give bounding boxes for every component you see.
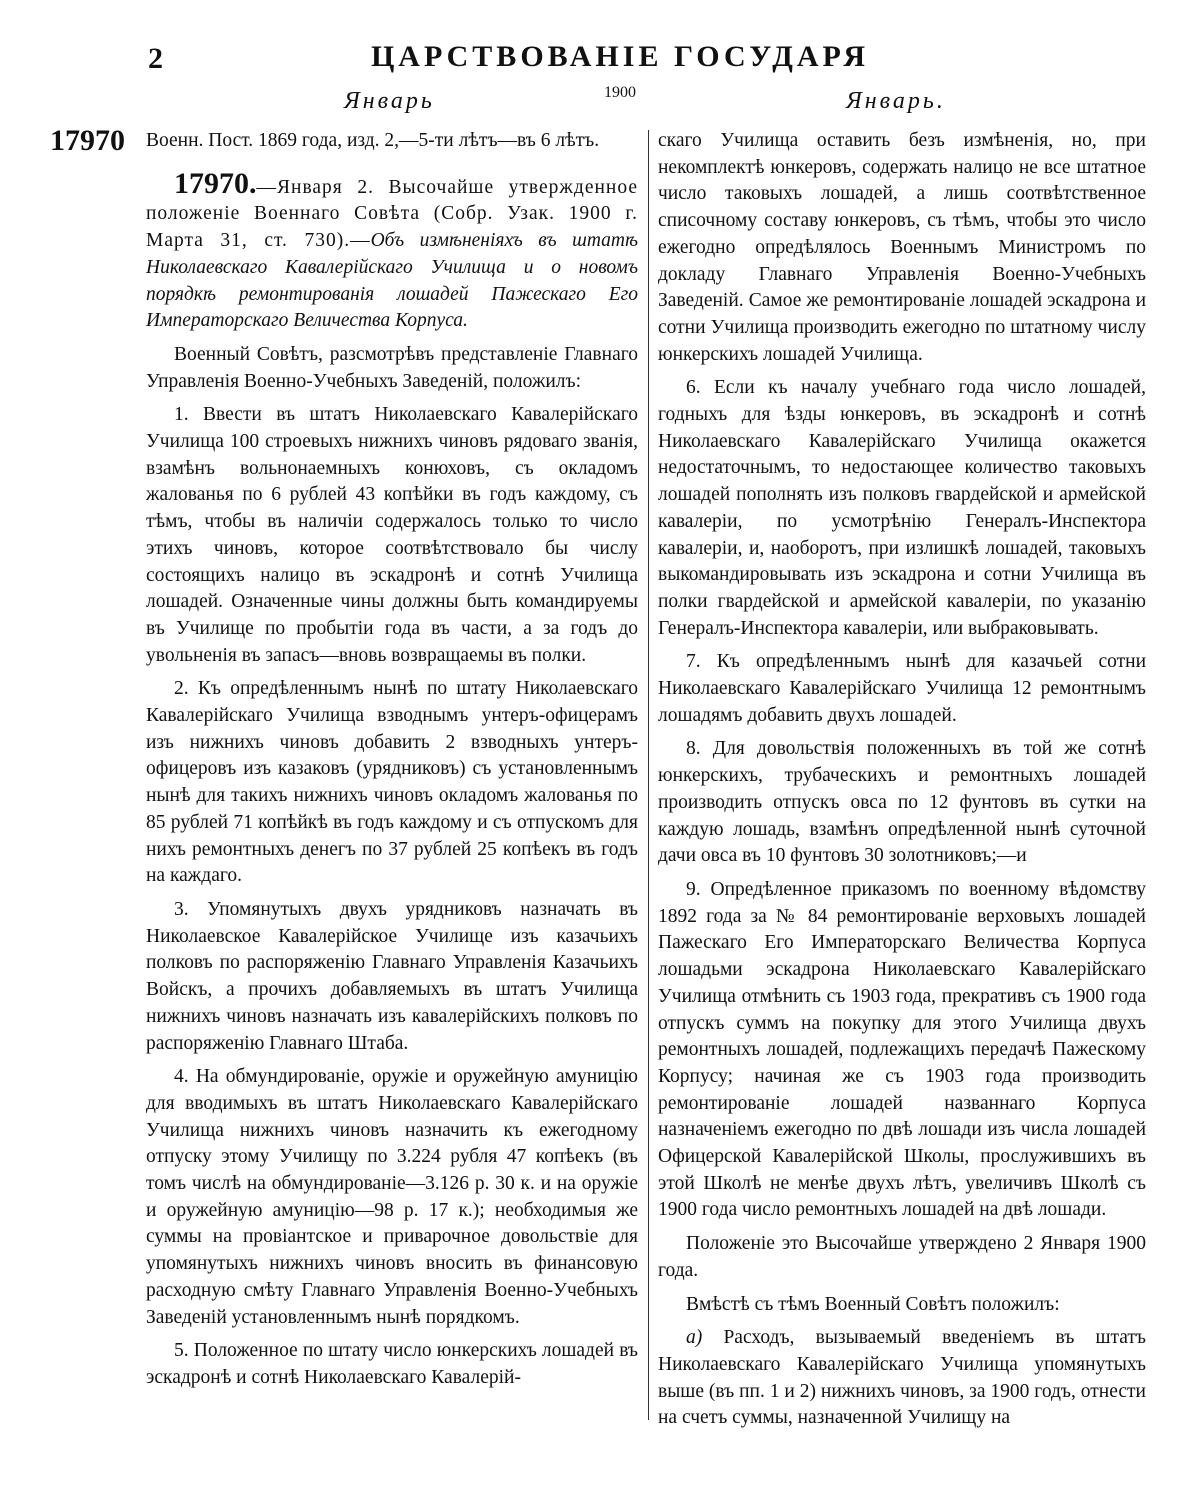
paragraph: Положеніе это Высочайше утверждено 2 Января 1900 года. [658,1233,1146,1281]
right-column [658,128,1146,1439]
paragraph: Военный Совѣтъ, разсмотрѣвъ представленіе Главнаго Управленія Военно-Учебныхъ Заведеній, положилъ: [146,343,638,392]
act-heading-text: —Января 2. Высочайше утвержденное положеніе Военнаго Совѣта (Собр. Узак. 1900 г. Марта 31, ст. 730).— [146,176,638,252]
paragraph: 4. На обмундированіе, оружіе и оружейную амуницію для вводимыхъ въ штатъ Николаевскаго Кавалерійскаго Училища нижнихъ чиновъ назначить къ ежегодному отпуску этому Училищу по 3.224 рубля 47 копѣекъ (въ томъ числѣ на обмундированіе—3.126 р. 30 к. и на оружіе и оружейную амуницію—98 р. 17 к.); необходимыя же суммы на провіантское и приварочное довольствіе для упомянутыхъ нижнихъ чиновъ вносить въ финансовую расходную смѣту Главнаго Управленія Военно-Учебныхъ Заведеній установленнымъ нынѣ порядкомъ. [146,1066,638,1328]
column-divider [648,130,649,1420]
paragraph [658,1325,1146,1432]
running-title: ЦАРСТВОВАНІЕ ГОСУДАРЯ [370,40,870,73]
paragraph: 5. Положенное по штату число юнкерскихъ лошадей въ эскадронѣ и сотнѣ Николаевскаго Кавалерій- [146,1340,638,1388]
act-title: Объ измѣненіяхъ въ штатѣ Николаевскаго Кавалерійскаго Училища и о новомъ порядкѣ ремонтированія лошадей Пажескаго Его Императорскаго Величества Корпуса. [146,230,638,332]
carryover-text: скаго Училища оставить безъ измѣненія, но, при некомплектѣ юнкеровъ, содержать налицо не все штатное число таковыхъ лошадей, а лишь соотвѣтственное списочному составу юнкеровъ, съ тѣмъ, чтобы это число ежегодно опредѣлялось Военнымъ Министромъ по докладу Главнаго Управленія Военно-Учебныхъ Заведеній. Самое же ремонтированіе лошадей эскадрона и сотни Училища производить ежегодно по штатному числу юнкерскихъ лошадей Училища. [658,130,1146,365]
carryover-text: Военн. Пост. 1869 года, изд. 2,—5-ти лѣтъ—въ 6 лѣтъ. [146,130,600,151]
left-column [146,128,638,1399]
year: 1900 [604,84,636,101]
month-right: Январь. [846,88,946,114]
paragraph: 9. Опредѣленное приказомъ по военному вѣдомству 1892 года за № 84 ремонтированіе верховыхъ лошадей Пажескаго Его Императорскаго Величества Корпуса лошадьми эскадрона Николаевскаго Кавалерійскаго Училища отмѣнить съ 1903 года, прекративъ съ 1900 года отпускъ суммъ на покупку для этого Училища двухъ ремонтныхъ лошадей, подлежащихъ передачѣ Пажескому Корпусу; начиная же съ 1903 года производить ремонтированіе лошадей названнаго Корпуса назначеніемъ ежегодно по двѣ лошади изъ числа лошадей Офицерской Кавалерійской Школы, прослужившихъ въ этой Школѣ не менѣе двухъ лѣтъ, увеличивъ Школѣ съ 1900 года число ремонтныхъ лошадей на двѣ лошади. [658,878,1146,1221]
item-text: Расходъ, вызываемый введеніемъ въ штатъ Николаевскаго Кавалерійскаго Училища упомянутыхъ выше (въ пп. 1 и 2) нижнихъ чиновъ, за 1900 годъ, отнести на счетъ суммы, назначенной Училищу на [658,1327,1146,1429]
act-number: 17970. [174,166,257,200]
paragraph: 6. Если къ началу учебнаго года число лошадей, годныхъ для ѣзды юнкеровъ, въ эскадронѣ и сотнѣ Николаевскаго Кавалерійскаго Училища окажется недостаточнымъ, то недостающее количество таковыхъ лошадей пополнять изъ полковъ гвардейской и армейской кавалеріи, по усмотрѣнію Генералъ-Инспектора кавалеріи, и, наоборотъ, при излишкѣ лошадей, таковыхъ выкомандировывать изъ эскадрона и сотни Училища въ полки гвардейской и армейской кавалеріи, по указанію Генералъ-Инспектора кавалеріи, или выбраковывать. [658,377,1146,639]
paragraph: 2. Къ опредѣленнымъ нынѣ по штату Николаевскаго Кавалерійскаго Училища взводнымъ унтеръ-офицерамъ изъ нижнихъ чиновъ добавить 2 взводныхъ унтеръ-офицеровъ изъ казаковъ (урядниковъ) съ установленнымъ нынѣ для такихъ нижнихъ чиновъ окладомъ жалованья по 85 рублей 71 копѣйкѣ въ годъ каждому и съ отпускомъ для нихъ ремонтныхъ денегъ по 37 рублей 25 копѣекъ въ годъ на каждаго. [146,678,638,887]
month-left: Январь [344,88,435,114]
act-heading [146,166,638,335]
paragraph: 8. Для довольствія положенныхъ въ той же сотнѣ юнкерскихъ, трубаческихъ и ремонтныхъ лошадей производить отпускъ овса по 12 фунтовъ въ сутки на каждую лошадь, взамѣнъ опредѣленной нынѣ суточной дачи овса въ 10 фунтовъ 30 золотниковъ;—и [658,738,1146,867]
paragraph: Вмѣстѣ съ тѣмъ Военный Совѣтъ положилъ: [686,1293,1060,1315]
paragraph: 7. Къ опредѣленнымъ нынѣ для казачьей сотни Николаевскаго Кавалерійскаго Училища 12 ремонтнымъ лошадямъ добавить двухъ лошадей. [658,651,1146,726]
margin-act-number: 17970 [50,124,125,157]
item-label: а) [686,1327,703,1349]
paragraph: 1. Ввести въ штатъ Николаевскаго Кавалерійскаго Училища 100 строевыхъ нижнихъ чиновъ рядоваго званія, взамѣнъ вольнонаемныхъ конюховъ, съ окладомъ жалованья по 6 рублей 43 копѣйки въ годъ каждому, съ тѣмъ, чтобы въ наличіи содержалось только то число этихъ чиновъ, которое соотвѣтствовало бы числу состоящихъ налицо въ эскадронѣ и сотнѣ Училища лошадей. Означенные чины должны быть командируемы въ Училище по пробытіи года въ части, а за годъ до увольненія въ запасъ—вновь возвращаемы въ полки. [146,404,638,666]
page-number: 2 [148,42,163,75]
paragraph: 3. Упомянутыхъ двухъ урядниковъ назначать въ Николаевское Кавалерійское Училище изъ казачьихъ полковъ по распоряженію Главнаго Управленія Казачьихъ Войскъ, а прочихъ добавляемыхъ въ штатъ Училища нижнихъ чиновъ назначать изъ кавалерійскихъ полковъ по распоряженію Главнаго Штаба. [146,898,638,1054]
